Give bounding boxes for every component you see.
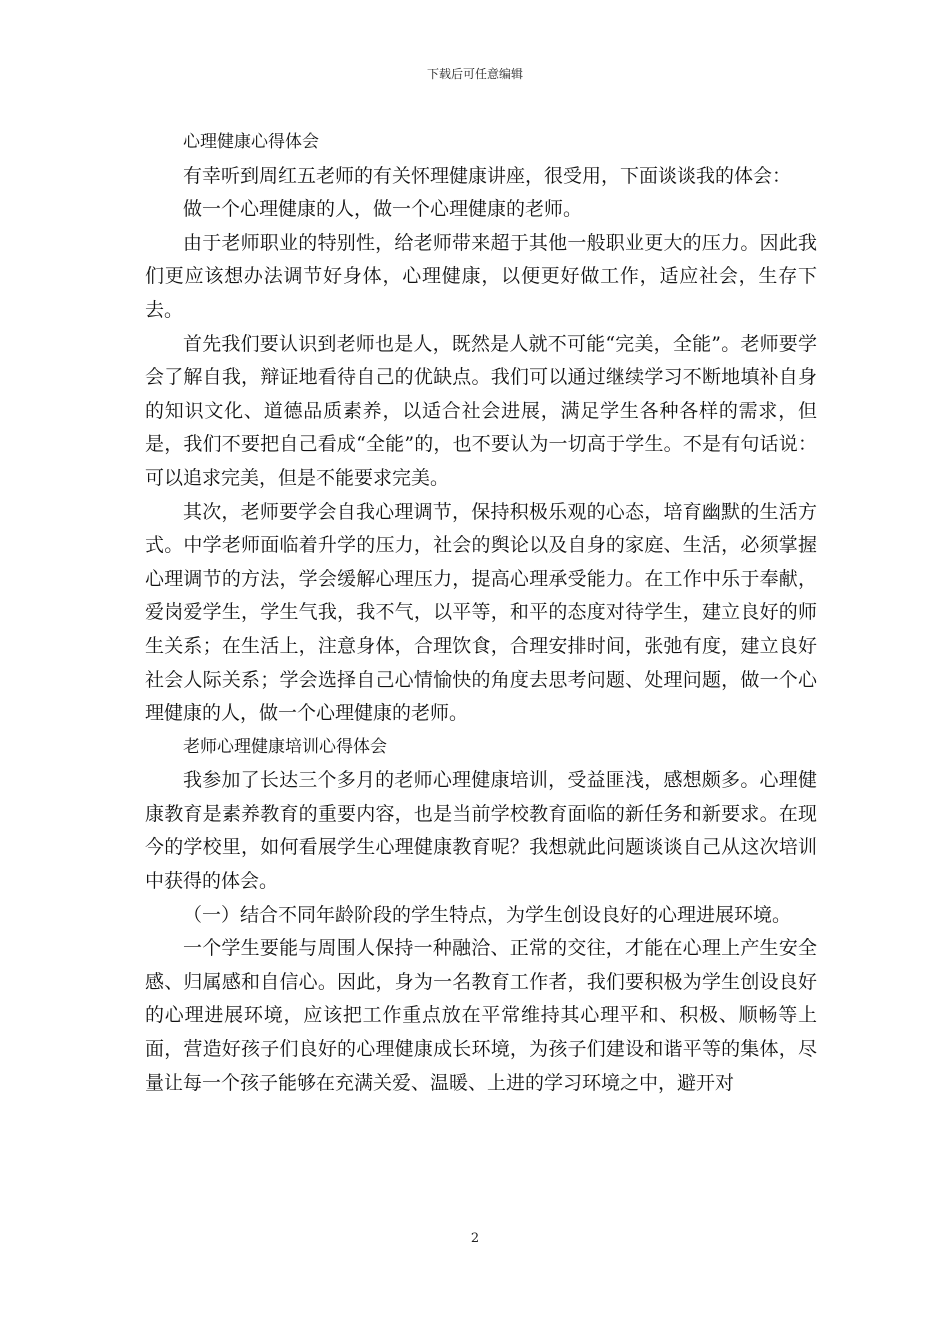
section-title-heart-health: 心理健康心得体会 [183,132,319,152]
page-header: 下载后可任意编辑 [426,67,523,81]
paragraph-first: 首先我们要认识到老师也是人，既然是人就不可能“完美，全能”。老师要学会了解自我，辩证地看待自己的优缺点。我们可以通过继续学习不断地填补自身的知识文化、道德品质素养，以适合社会进展，满足学生各种各样的需求，但是，我们不要把自己看成“全能”的，也不要认为一切高于学生。不是有句话说：可以追求完美，但是不能要求完美。 [145,332,817,489]
paragraph-pressure: 由于老师职业的特别性，给老师带来超于其他一般职业更大的压力。因此我们更应该想办法调节好身体，心理健康，以便更好做工作，适应社会，生存下去。 [145,231,817,321]
paragraph-intro: 有幸听到周红五老师的有关怀理健康讲座，很受用，下面谈谈我的体会： [183,164,792,187]
document-body [145,126,817,1100]
paragraph-second: 其次，老师要学会自我心理调节，保持积极乐观的心态，培育幽默的生活方式。中学老师面临着升学的压力，社会的舆论以及自身的家庭、生活，必须掌握心理调节的方法，学会缓解心理压力，提高心理承受能力。在工作中乐于奉献，爱岗爱学生，学生气我，我不气，以平等，和平的态度对待学生，建立良好的师生关系；在生活上，注意身体，合理饮食，合理安排时间，张弛有度，建立良好社会人际关系；学会选择自己心情愉快的角度去思考问题、处理问题，做一个心理健康的人，做一个心理健康的老师。 [145,500,817,725]
paragraph-point-one-heading: （一）结合不同年龄阶段的学生特点，为学生创设良好的心理进展环境。 [183,903,792,926]
section-title-training: 老师心理健康培训心得体会 [183,736,387,757]
page-number: 2 [470,1231,480,1246]
paragraph-point-one-body: 一个学生要能与周围人保持一种融洽、正常的交往，才能在心理上产生安全感、归属感和自信心。因此，身为一名教育工作者，我们要积极为学生创设良好的心理进展环境，应该把工作重点放在平常维持其心理平和、积极、顺畅等上面，营造好孩子们良好的心理健康成长环境，为孩子们建设和谐平等的集体，尽量让每一个孩子能够在充满关爱、温暖、上进的学习环境之中，避开对 [145,937,817,1094]
paragraph-thesis: 做一个心理健康的人，做一个心理健康的老师。 [183,198,583,221]
paragraph-training-intro: 我参加了长达三个多月的老师心理健康培训，受益匪浅，感想颇多。心理健康教育是素养教育的重要内容，也是当前学校教育面临的新任务和新要求。在现今的学校里，如何看展学生心理健康教育呢？我想就此问题谈谈自己从这次培训中获得的体会。 [145,769,817,893]
